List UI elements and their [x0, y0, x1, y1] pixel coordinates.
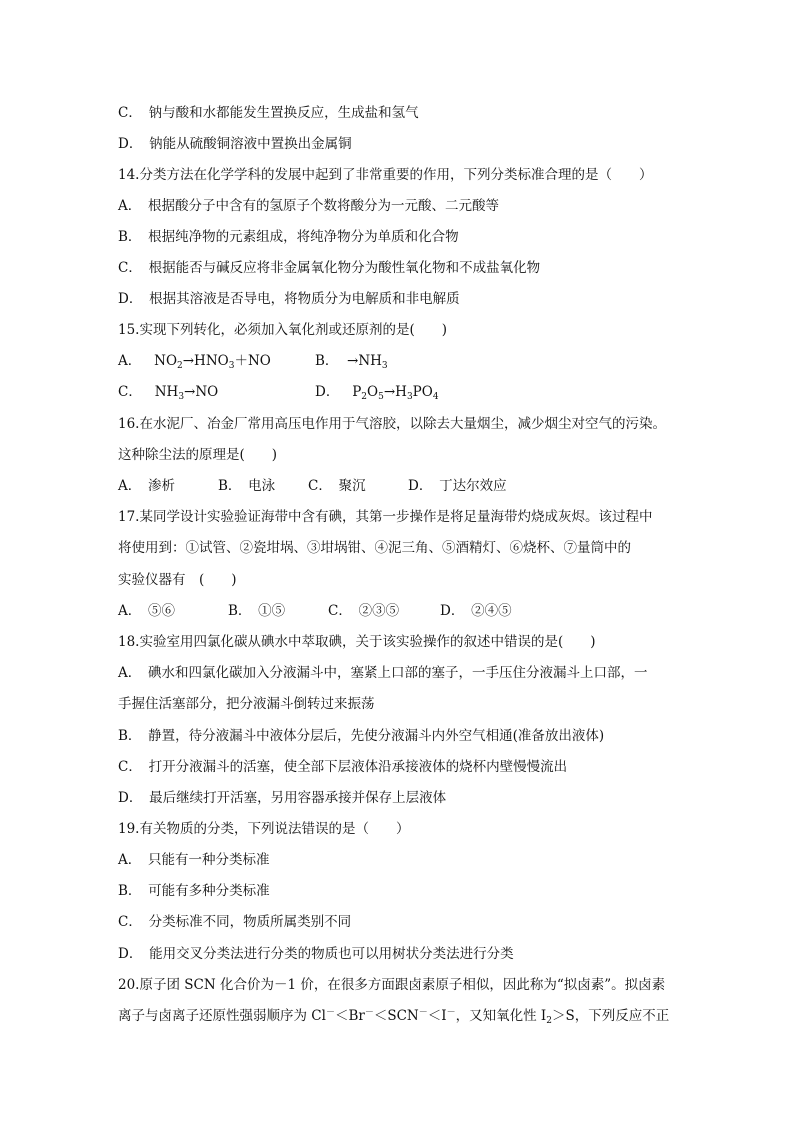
q15-option-b: B． $\to NH_3$ — [315, 353, 388, 371]
q19-option-c: C． 分类标准不同，物质所属类别不同 — [118, 914, 352, 930]
q18-option-b: B． 静置，待分液漏斗中液体分层后，先使分液漏斗内外空气相通(准备放出液体) — [118, 728, 605, 744]
q16-stem-line1: 16.在水泥厂、冶金厂常用高压电作用于气溶胶，以除去大量烟尘，减少烟尘对空气的污染。 — [118, 416, 666, 432]
q17-stem-line3: 实验仪器有 ( ) — [118, 572, 237, 588]
q17-stem-line1: 17.某同学设计实验验证海带中含有碘，其第一步操作是将足量海带灼烧成灰烬。该过程中 — [118, 509, 653, 525]
q18-option-a-line2: 手握住活塞部分，把分液漏斗倒转过来振荡 — [118, 696, 375, 712]
q17-option-a: A． ⑤⑥ — [118, 603, 175, 619]
q16-stem-line2: 这种除尘法的原理是( ) — [118, 447, 278, 463]
q15-option-a: A． $NO_2\to HNO_3+NO$ — [118, 353, 271, 371]
q16-option-c: C． 聚沉 — [308, 478, 366, 494]
q20-stem-line1: 20.原子团 SCN 化合价为－1 价，在很多方面跟卤素原子相似，因此称为“拟卤素”。拟卤素 — [118, 977, 666, 993]
q19-option-d: D． 能用交叉分类法进行分类的物质也可以用树状分类法进行分类 — [118, 946, 514, 962]
q14-stem: 14.分类方法在化学学科的发展中起到了非常重要的作用，下列分类标准合理的是（ ） — [118, 167, 653, 183]
q17-option-b: B． ①⑤ — [228, 603, 286, 619]
q16-option-d: D． 丁达尔效应 — [408, 478, 507, 494]
q17-stem-line2: 将使用到：①试管、②瓷坩埚、③坩埚钳、④泥三角、⑤酒精灯、⑥烧杯、⑦量筒中的 — [118, 540, 631, 556]
q13-option-d: D． 钠能从硫酸铜溶液中置换出金属铜 — [118, 136, 352, 152]
q17-option-c: C． ②③⑤ — [328, 603, 400, 619]
q13-option-c: C． 钠与酸和水都能发生置换反应，生成盐和氢气 — [118, 105, 419, 121]
q15-stem: 15.实现下列转化，必须加入氧化剂或还原剂的是( ) — [118, 322, 448, 338]
q15-option-d: D． $P_2O_5\to H_3PO_4$ — [315, 384, 439, 402]
q14-option-b: B． 根据纯净物的元素组成，将纯净物分为单质和化合物 — [118, 229, 459, 245]
q19-stem: 19.有关物质的分类，下列说法错误的是（ ） — [118, 821, 410, 837]
q14-option-d: D． 根据其溶液是否导电，将物质分为电解质和非电解质 — [118, 291, 460, 307]
q18-stem: 18.实验室用四氯化碳从碘水中萃取碘，关于该实验操作的叙述中错误的是( ) — [118, 634, 596, 650]
q19-option-b: B． 可能有多种分类标准 — [118, 883, 270, 899]
q14-option-c: C． 根据能否与碱反应将非金属氧化物分为酸性氧化物和不成盐氧化物 — [118, 260, 541, 276]
q15-option-c: C． $NH_3\to NO$ — [118, 384, 219, 402]
q20-stem-line2: 离子与卤离子还原性强弱顺序为 Cl－＜Br－＜SCN－＜I－，又知氧化性 $I_2>S$，下列反应不正 — [118, 1008, 670, 1026]
q18-option-c: C． 打开分液漏斗的活塞，使全部下层液体沿承接液体的烧杯内壁慢慢流出 — [118, 759, 568, 775]
q14-option-a: A． 根据酸分子中含有的氢原子个数将酸分为一元酸、二元酸等 — [118, 198, 499, 214]
q19-option-a: A． 只能有一种分类标准 — [118, 852, 270, 868]
q16-option-b: B． 电泳 — [218, 478, 276, 494]
q18-option-a-line1: A． 碘水和四氯化碳加入分液漏斗中，塞紧上口部的塞子，一手压住分液漏斗上口部，一 — [118, 665, 648, 681]
q18-option-d: D． 最后继续打开活塞，另用容器承接并保存上层液体 — [118, 790, 447, 806]
q17-option-d: D． ②④⑤ — [440, 603, 512, 619]
q16-option-a: A． 渗析 — [118, 478, 175, 494]
